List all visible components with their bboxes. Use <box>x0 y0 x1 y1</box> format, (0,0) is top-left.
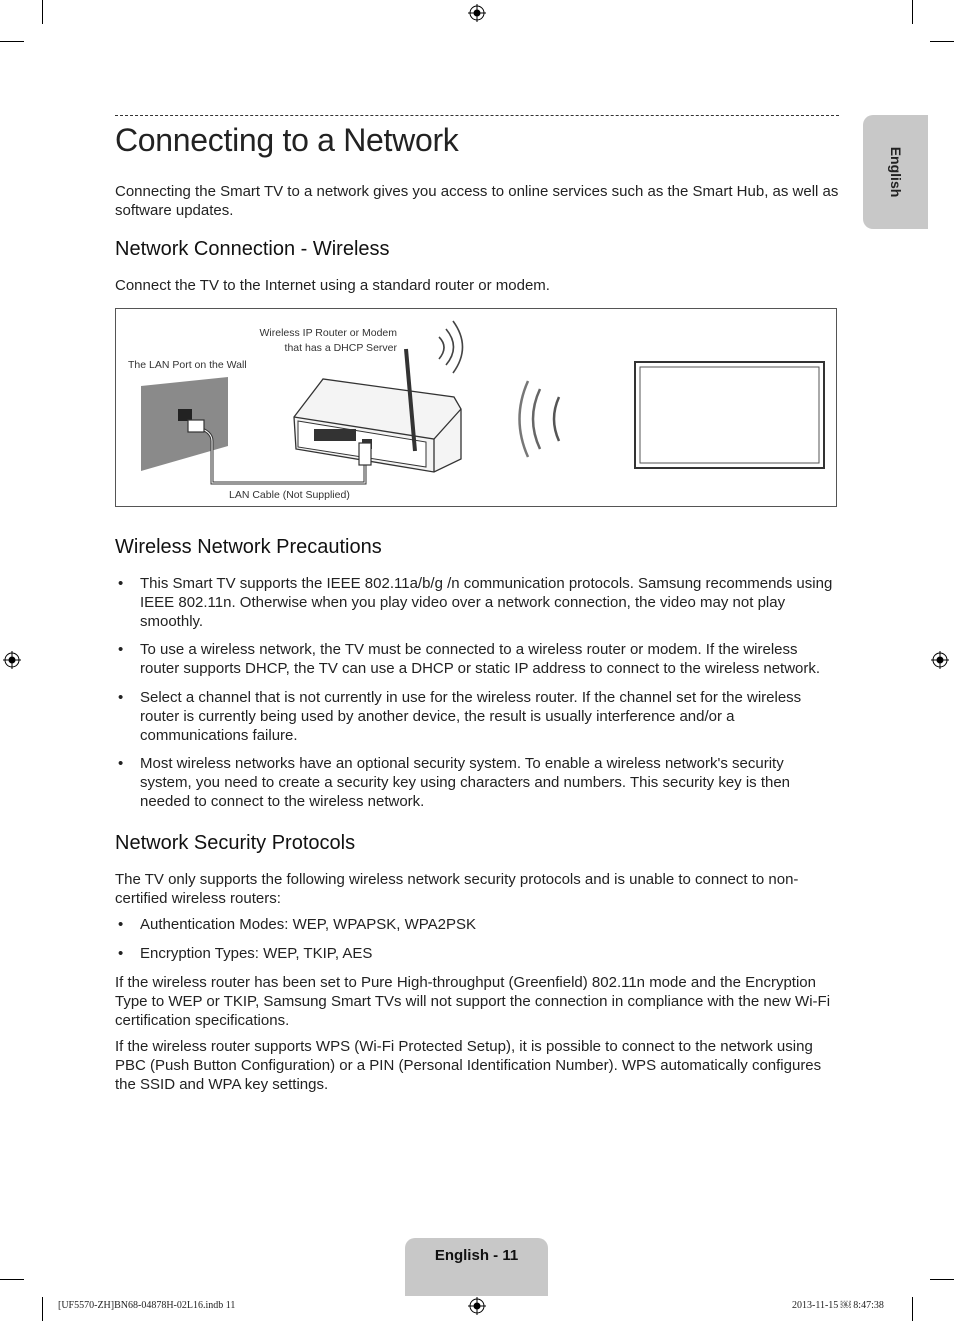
network-diagram <box>115 308 837 507</box>
print-file-info: [UF5570-ZH]BN68-04878H-02L16.indb 11 <box>58 1300 236 1311</box>
list-item: • Encryption Types: WEP, TKIP, AES <box>115 944 839 963</box>
list-item: • Select a channel that is not currently in use for the wireless router. If the channel set for the wireless router is currently being used by another device, the result is usually interference and/or a communications failure. <box>115 688 839 745</box>
intro-paragraph: Connecting the Smart TV to a network gives you access to online services such as the Smart Hub, as well as software updates. <box>115 183 839 219</box>
crop-mark <box>42 0 43 24</box>
wall-panel <box>141 377 228 471</box>
list-item-text: To use a wireless network, the TV must be connected to a wireless router or modem. If the wireless router supports DHCP, the TV can use a DHCP or static IP address to connect to the wireless network. <box>140 641 821 677</box>
crop-mark <box>930 1279 954 1280</box>
language-tab-label: English <box>887 146 904 198</box>
diagram-illustration <box>116 309 836 506</box>
list-item-text: Encryption Types: WEP, TKIP, AES <box>140 945 373 962</box>
registration-mark-icon <box>3 651 21 669</box>
list-item-text: Most wireless networks have an optional security system. To enable a wireless network's security system, you need to create a security key using characters and numbers. This security key is then needed to connect to the wireless network. <box>140 755 791 810</box>
wireless-text: Connect the TV to the Internet using a standard router or modem. <box>115 277 550 294</box>
page-number-tab <box>405 1238 548 1296</box>
list-item-text: This Smart TV supports the IEEE 802.11a/b/g /n communication protocols. Samsung recommends using IEEE 802.11n. Otherwise when you play video over a network connection, the video may not play smoothly. <box>140 575 833 630</box>
page-number-label: English - 11 <box>434 1247 519 1264</box>
registration-mark-icon <box>468 4 486 22</box>
section-heading-wireless: Network Connection - Wireless <box>115 238 390 260</box>
registration-mark-icon <box>931 651 949 669</box>
crop-mark <box>912 1297 913 1321</box>
print-timestamp: 2013-11-15 ￼ 8:47:38 <box>792 1300 884 1311</box>
router-label-line-1: Wireless IP Router or Modem <box>259 327 397 339</box>
router-signal-icon <box>439 337 444 359</box>
security-paragraph-2: If the wireless router supports WPS (Wi-Fi Protected Setup), it is possible to connect to the network using PBC (Push Button Configuration) or a PIN (Personal Identification Number). WPS automatically configures the SSID and WPA key settings. <box>115 1038 822 1093</box>
list-item-text: Authentication Modes: WEP, WPAPSK, WPA2PSK <box>140 916 476 933</box>
crop-mark <box>912 0 913 24</box>
list-item: • This Smart TV supports the IEEE 802.11a/b/g /n communication protocols. Samsung recommends using IEEE 802.11n. Otherwise when you play video over a network connection, the video may not play smoothly. <box>115 574 839 631</box>
list-item-text: Select a channel that is not currently in use for the wireless router. If the channel set for the wireless router is currently being used by another device, the result is usually interference and/or a communications failure. <box>140 689 802 744</box>
crop-mark <box>0 41 24 42</box>
router-label-line-2: that has a DHCP Server <box>284 342 397 354</box>
page-title: Connecting to a Network <box>115 122 459 158</box>
crop-mark <box>0 1279 24 1280</box>
wall-port-label: The LAN Port on the Wall <box>128 359 247 371</box>
wall-port-icon <box>178 409 192 421</box>
list-item: • Authentication Modes: WEP, WPAPSK, WPA2PSK <box>115 915 839 934</box>
title-divider <box>115 115 839 116</box>
security-paragraph-1: If the wireless router has been set to Pure High-throughput (Greenfield) 802.11n mode and the Encryption Type to WEP or TKIP, Samsung Smart TVs will not support the connection in compliance with the new Wi-Fi certification specifications. <box>115 974 831 1029</box>
language-tab <box>863 115 928 229</box>
list-item: • Most wireless networks have an optional security system. To enable a wireless network's security system, you need to create a security key using characters and numbers. This security key is then needed to connect to the wireless network. <box>115 754 839 811</box>
registration-mark-icon <box>468 1297 486 1315</box>
section-heading-security: Network Security Protocols <box>115 832 356 854</box>
security-intro: The TV only supports the following wireless network security protocols and is unable to connect to non-certified wireless routers: <box>115 871 799 907</box>
crop-mark <box>930 41 954 42</box>
list-item: • To use a wireless network, the TV must be connected to a wireless router or modem. If the wireless router supports DHCP, the TV can use a DHCP or static IP address to connect to the wireless network. <box>115 640 839 678</box>
lan-cable-label: LAN Cable (Not Supplied) <box>229 489 350 501</box>
crop-mark <box>42 1297 43 1321</box>
wireless-signal-icon <box>554 397 559 441</box>
section-heading-precautions: Wireless Network Precautions <box>115 536 382 558</box>
